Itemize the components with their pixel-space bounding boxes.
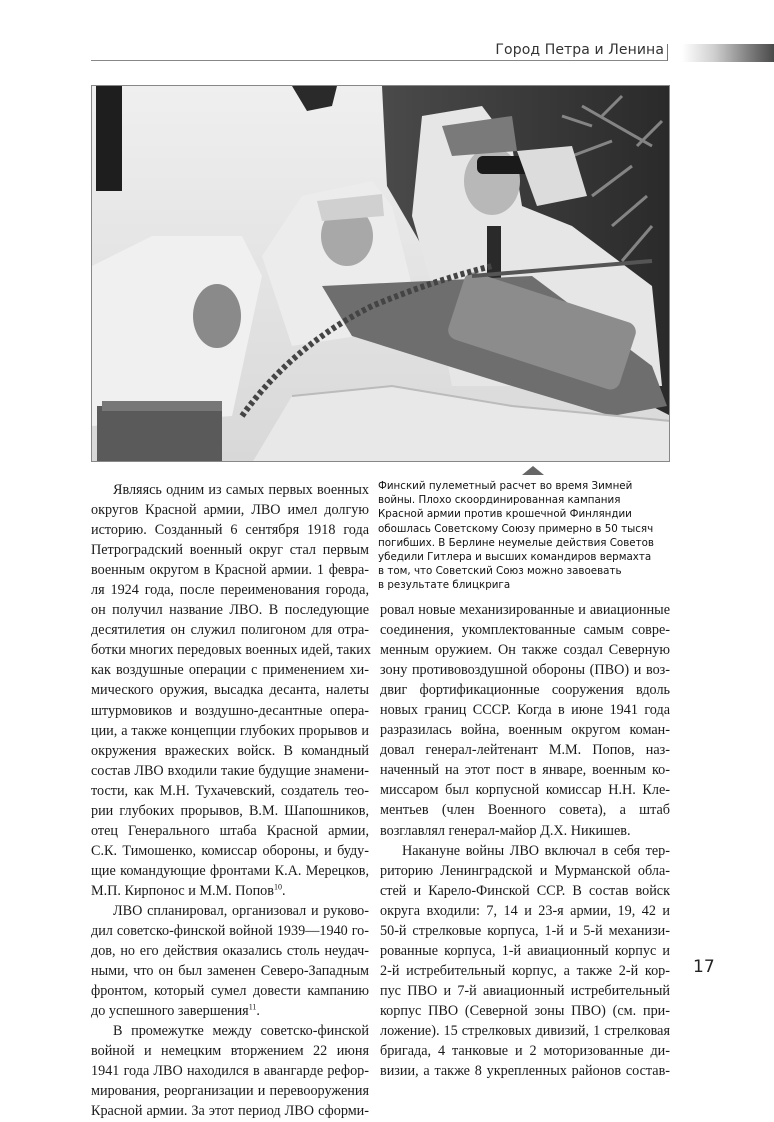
- photo-caption: [378, 479, 668, 593]
- text-line: войной и немецким вторжением 22 июня: [91, 1043, 369, 1060]
- text-line: менным оружием. Он также создал Северную: [380, 642, 670, 659]
- text-fragment: М.П. Кирпонос и М.М. Попов: [91, 882, 274, 899]
- text-line: фронтом, который сумел довести кампанию: [91, 983, 369, 1000]
- footnote-ref[interactable]: 11: [248, 1002, 257, 1012]
- text-line: С.К. Тимошенко, комиссар обороны, и буду-: [91, 842, 369, 859]
- text-line: довал генерал-лейтенант М.М. Попов, наз-: [380, 742, 670, 759]
- caption-line: Красной армии против крошечной Финляндии: [378, 508, 632, 521]
- text-line: М.П. Кирпонос и М.М. Попов$^{10}$.: [91, 882, 286, 899]
- text-line: как воздушные операции с применением хи-: [91, 662, 369, 679]
- text-line: В промежутке между советско-финской: [113, 1023, 369, 1040]
- caption-line: войны. Плохо скоординированная кампания: [378, 494, 621, 507]
- text-line: новых границ СССР. Когда в июне 1941 года: [380, 702, 670, 719]
- text-line: 1941 года ЛВО находился в авангарде рефор-: [91, 1063, 369, 1080]
- caption-line: убедили Гитлера и высших командиров вермахта: [378, 551, 652, 564]
- running-header: [0, 0, 774, 70]
- text-line: двиг фортификационные сооружения вдоль: [380, 682, 670, 699]
- caption-line: обошлась Советскому Союзу примерно в 50 тысяч: [378, 522, 654, 535]
- text-line: отец Генерального штаба Красной армии,: [91, 822, 369, 839]
- text-line: 2-й истребительный корпус, а также 2-й кор-: [380, 962, 670, 979]
- text-line: возглавлял генерал-майор Д.Х. Никишев.: [380, 822, 631, 839]
- caption-line: в результате блицкрига: [378, 579, 511, 592]
- text-line: корпус ПВО (Северной зоны ПВО) (см. при-: [380, 1002, 670, 1019]
- header-gradient-bar: [682, 44, 774, 62]
- text-line: пус ПВО и 7-й авиационный истребительный: [380, 982, 670, 999]
- text-line: ментьев (член Военного совета), а штаб: [380, 802, 670, 819]
- text-line: десятилетия он служил полигоном для отра-: [91, 622, 369, 639]
- caption-line: в том, что Советский Союз можно завоевать: [378, 565, 622, 578]
- text-line: он получил название ЛВО. В последующие: [91, 602, 369, 619]
- text-line: риторию Ленинградской и Мурманской обла-: [380, 862, 670, 879]
- text-line: визии, а также 8 укрепленных районов состав-: [380, 1063, 670, 1080]
- text-line: разразилась война, военным округом коман-: [380, 722, 670, 739]
- body-column-left: [91, 480, 369, 1122]
- text-line: состав ЛВО входили такие будущие знамени-: [91, 762, 369, 779]
- text-line: до успешного завершения$^{11}$.: [91, 1002, 260, 1020]
- caption-line: погибших. В Берлине неумелые действия Советов: [378, 536, 654, 549]
- text-line: округа входили: 7, 14 и 23-я армии, 19, 42 и: [380, 902, 670, 919]
- text-line: тости, как М.Н. Тухачевский, создатель тео-: [91, 782, 369, 799]
- text-line: ля 1924 года, после переименования города,: [91, 582, 369, 599]
- photo-finnish-machine-gun-crew: [91, 85, 670, 462]
- text-line: историю. Созданный 6 сентября 1918 года: [91, 522, 369, 539]
- text-line: мирования, реорганизации и перевооружения: [91, 1083, 369, 1100]
- text-line: рии глубоких прорывов, В.М. Шапошников,: [91, 802, 369, 819]
- text-line: рованные корпуса, 1-й авиационный корпус и: [380, 942, 670, 959]
- text-line: наченный на этот пост в январе, военным ко-: [380, 762, 670, 779]
- text-line: зону противовоздушной обороны (ПВО) и воз-: [380, 662, 670, 679]
- page-number: 17: [693, 957, 715, 977]
- text-line: мического оружия, высадка десанта, налеты: [91, 682, 369, 699]
- text-line: Накануне войны ЛВО включал в себя тер-: [402, 842, 670, 859]
- header-rule: [91, 60, 668, 61]
- header-divider: [667, 44, 668, 61]
- photo-image-icon: [92, 86, 670, 462]
- text-line: ции, а также концепции глубоких прорывов и: [91, 722, 369, 739]
- text-line: ЛВО спланировал, организовал и руково-: [113, 902, 369, 919]
- running-title: Город Петра и Ленина: [495, 42, 664, 58]
- text-line: соединения, укомплектованные самым совре-: [380, 622, 670, 639]
- text-line: дил советско-финской войной 1939—1940 го-: [91, 923, 369, 940]
- text-line: миссаром был корпусной комиссар Н.Н. Кле-: [380, 782, 670, 799]
- text-line: ложение). 15 стрелковых дивизий, 1 стрелковая: [380, 1022, 670, 1039]
- text-line: ботки многих передовых военных идей, таких: [91, 642, 371, 659]
- text-fragment: до успешного завершения: [91, 1003, 249, 1020]
- caption-pointer-icon: [522, 466, 544, 475]
- body-column-right: [380, 600, 670, 1081]
- text-line: штурмовиков и воздушно-десантные опера-: [91, 702, 369, 719]
- text-line: округов Красной армии, ЛВО имел долгую: [91, 502, 369, 519]
- text-line: ными, что он был заменен Северо-Западным: [91, 963, 369, 980]
- text-line: Красной армии. За этот период ЛВО сформи-: [91, 1103, 369, 1120]
- text-line: Являясь одним из самых первых военных: [113, 482, 369, 498]
- text-line: окружения вражеских войск. В командный: [91, 742, 369, 759]
- text-line: щие командующие фронтами К.А. Мерецков,: [91, 862, 369, 879]
- text-line: Петроградский военный округ стал первым: [91, 542, 369, 559]
- footnote-ref[interactable]: 10: [273, 882, 282, 892]
- text-line: военным округом в Красной армии. 1 февра-: [91, 562, 369, 579]
- text-line: дов, но его действия оказались столь неудач-: [91, 943, 369, 960]
- text-line: 50-й стрелковые корпуса, 1-й и 5-й механизи-: [380, 922, 670, 939]
- text-line: ровал новые механизированные и авиационные: [380, 602, 670, 618]
- text-line: бригада, 4 танковые и 2 моторизованные ди-: [380, 1043, 670, 1060]
- caption-line: Финский пулеметный расчет во время Зимней: [378, 480, 633, 492]
- text-line: стей и Карело-Финской ССР. В состав войск: [380, 882, 670, 899]
